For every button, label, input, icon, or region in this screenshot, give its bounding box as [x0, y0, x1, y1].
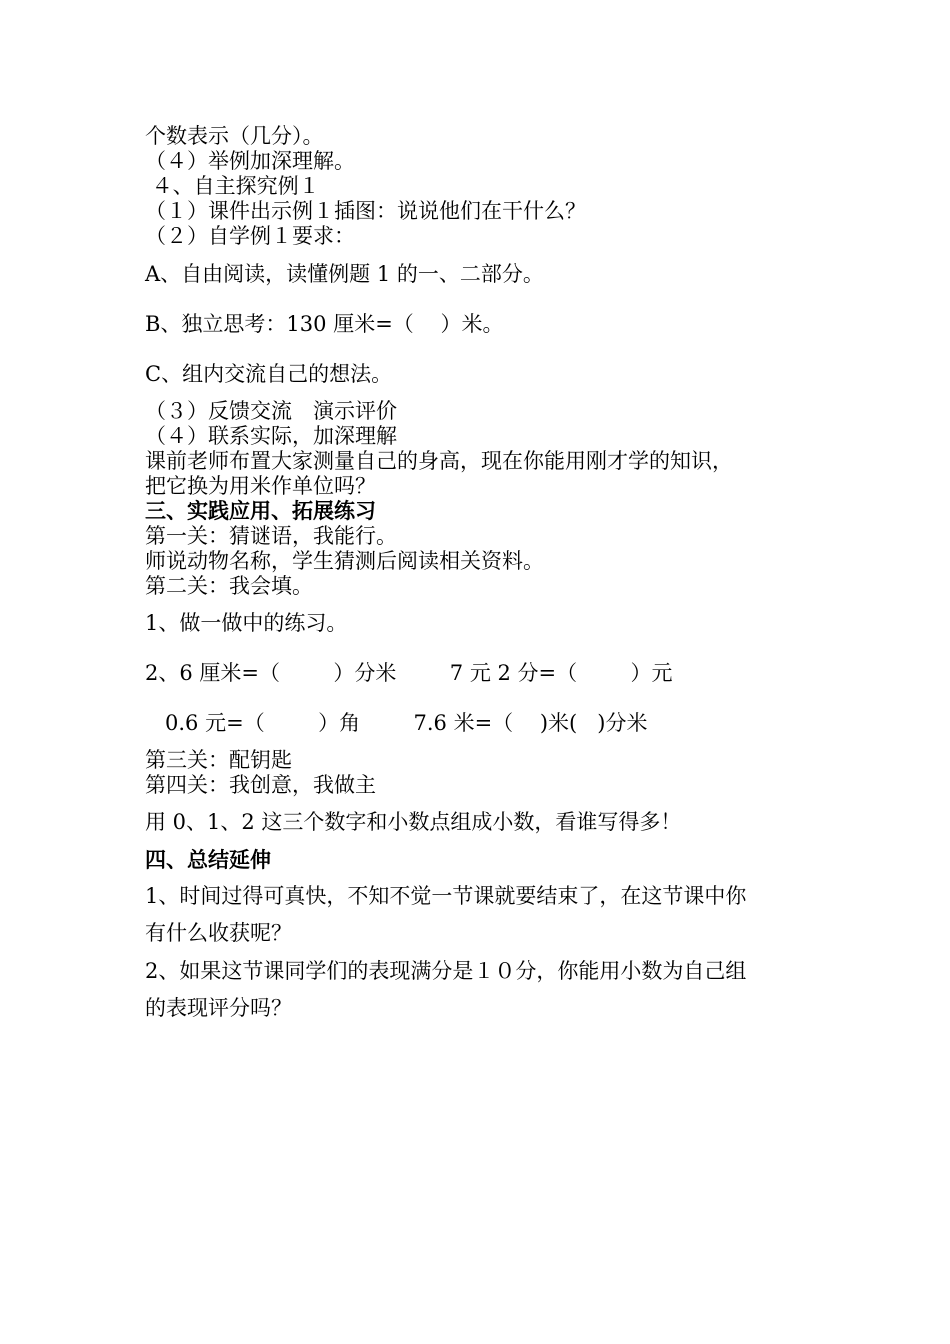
- text-line: （３）反馈交流 演示评价: [145, 399, 397, 423]
- text-line: （４）联系实际，加深理解: [145, 424, 397, 448]
- text-line: 把它换为用米作单位吗？: [145, 474, 376, 498]
- text-line: 有什么收获呢？: [145, 921, 292, 945]
- text-line: 1、时间过得可真快，不知不觉一节课就要结束了，在这节课中你: [145, 884, 747, 908]
- text-line: 0.6 元=（ ）角 7.6 米=（ )米( )分米: [145, 711, 648, 735]
- text-line: 第三关：配钥匙: [145, 748, 292, 772]
- text-line: ４、自主探究例１: [145, 174, 320, 198]
- text-line: A、自由阅读，读懂例题 1 的一、二部分。: [145, 262, 544, 286]
- text-line: （２）自学例１要求：: [145, 224, 355, 248]
- text-line: （４）举例加深理解。: [145, 149, 355, 173]
- text-line: 第二关：我会填。: [145, 574, 313, 598]
- text-line: （１）课件出示例１插图：说说他们在干什么？: [145, 199, 586, 223]
- text-line: 的表现评分吗？: [145, 996, 292, 1020]
- text-line: 个数表示（几分）。: [145, 124, 324, 148]
- text-line: 2、6 厘米=（ ）分米 7 元 2 分=（ ）元: [145, 661, 673, 685]
- text-line: 第四关：我创意，我做主: [145, 773, 376, 797]
- text-line: C、组内交流自己的想法。: [145, 362, 393, 386]
- text-line: 1、做一做中的练习。: [145, 611, 348, 635]
- text-line: 课前老师布置大家测量自己的身高，现在你能用刚才学的知识，: [145, 449, 733, 473]
- text-line: 用 0、1、2 这三个数字和小数点组成小数，看谁写得多！: [145, 810, 682, 834]
- text-line: 第一关：猜谜语，我能行。: [145, 524, 397, 548]
- section-heading: 四、总结延伸: [145, 847, 271, 872]
- text-line: 师说动物名称，学生猜测后阅读相关资料。: [145, 549, 544, 573]
- section-heading: 三、实践应用、拓展练习: [145, 498, 376, 523]
- text-line: B、独立思考：130 厘米=（ ）米。: [145, 312, 504, 336]
- text-line: 2、如果这节课同学们的表现满分是１０分，你能用小数为自己组: [145, 959, 747, 983]
